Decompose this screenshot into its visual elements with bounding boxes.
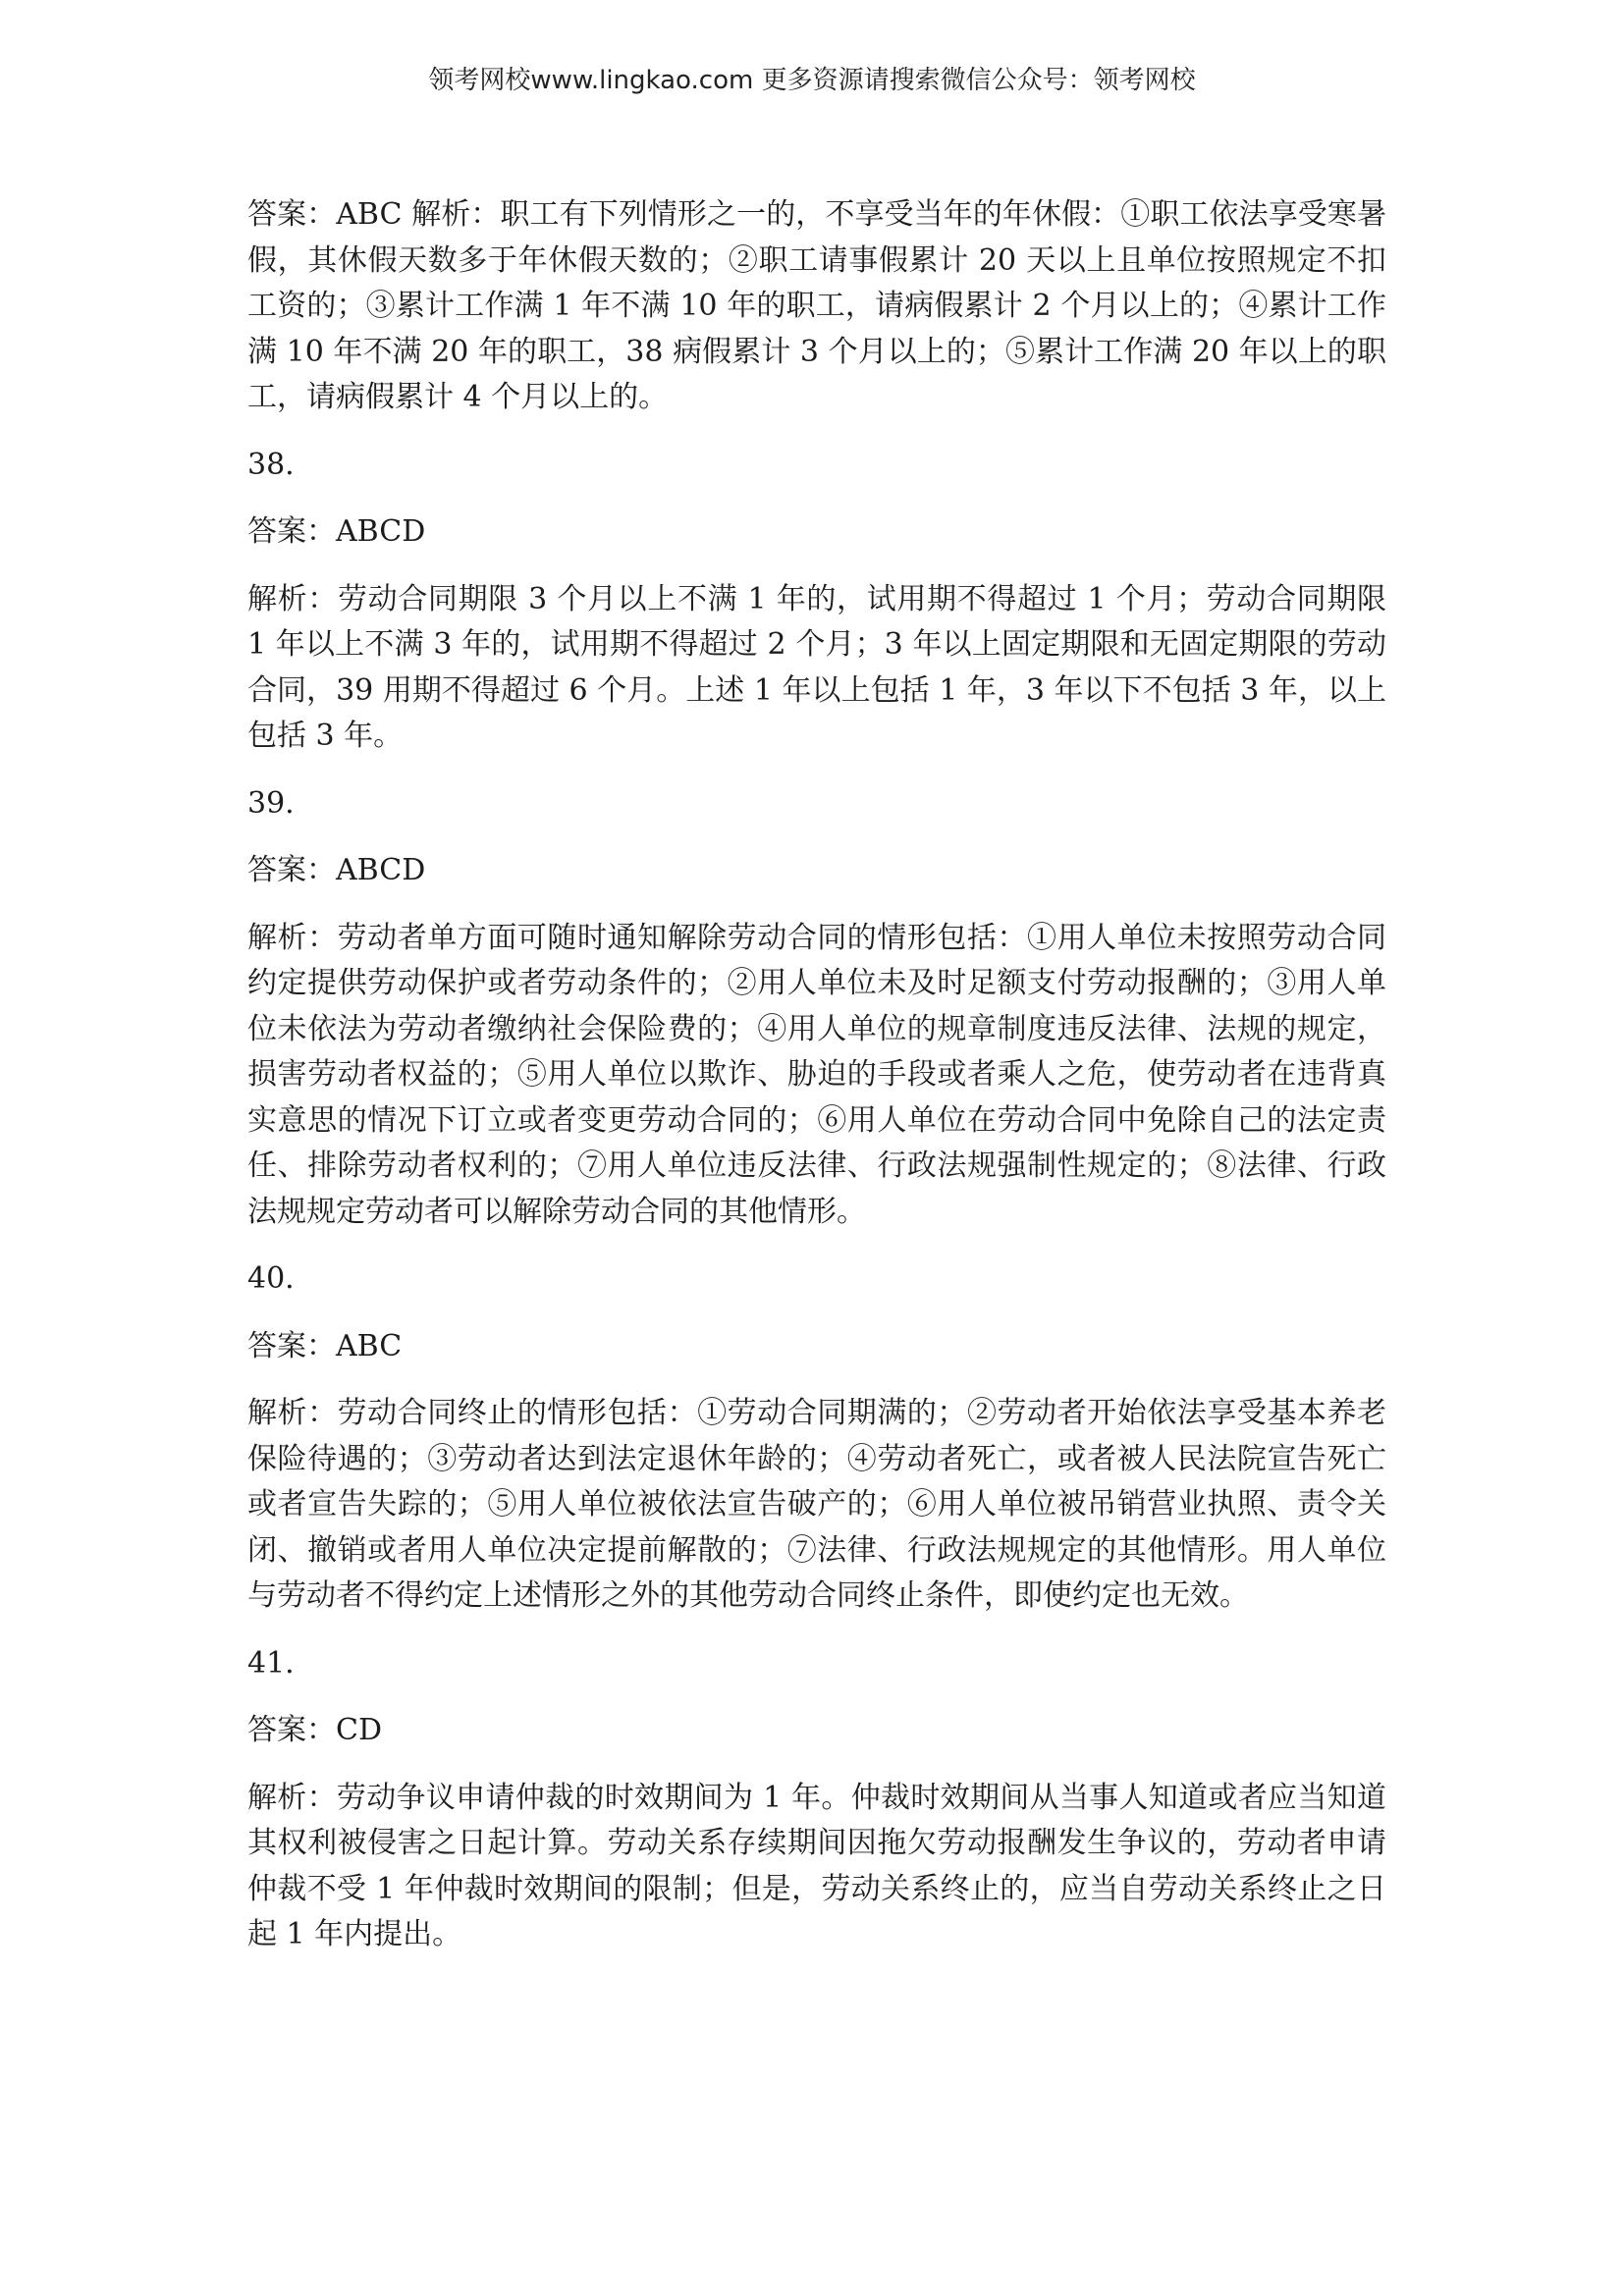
question-number: 41. xyxy=(247,1645,295,1681)
answer-line: 答案：ABCD xyxy=(247,853,426,887)
answer-line: 答案：ABCD xyxy=(247,514,426,549)
answer-line: 答案：CD xyxy=(247,1713,383,1747)
explanation-paragraph: 解析：劳动者单方面可随时通知解除劳动合同的情形包括：①用人单位未按照劳动合同约定提供劳动保护或者劳动条件的；②用人单位未及时足额支付劳动报酬的；③用人单位未依法为劳动者缴纳社会保险费的；④用人单位的规章制度违反法律、法规的规定，损害劳动者权益的；⑤用人单位以欺诈、胁迫的手段或者乘人之危，使劳动者在违背真实意思的情况下订立或者变更劳动合同的；⑥用人单位在劳动合同中免除自己的法定责任、排除劳动者权利的；⑦用人单位违反法律、行政法规强制性规定的；⑧法律、行政法规规定劳动者可以解除劳动合同的其他情形。 xyxy=(247,920,1386,1229)
explanation-paragraph: 解析：劳动合同终止的情形包括：①劳动合同期满的；②劳动者开始依法享受基本养老保险待遇的；③劳动者达到法定退休年龄的；④劳动者死亡，或者被人民法院宣告死亡或者宣告失踪的；⑤用人单位被依法宣告破产的；⑥用人单位被吊销营业执照、责令关闭、撤销或者用人单位决定提前解散的；⑦法律、行政法规规定的其他情形。用人单位与劳动者不得约定上述情形之外的其他劳动合同终止条件，即使约定也无效。 xyxy=(247,1396,1386,1613)
question-number: 38. xyxy=(247,447,295,482)
page-header-watermark: 领考网校www.lingkao.com 更多资源请搜索微信公众号：领考网校 xyxy=(428,66,1196,95)
question-number: 40. xyxy=(247,1261,295,1296)
explanation-paragraph: 解析：劳动合同期限 3 个月以上不满 1 年的，试用期不得超过 1 个月；劳动合同期限 1 年以上不满 3 年的，试用期不得超过 2 个月；3 年以上固定期限和无固定期限的劳动合同，39 用期不得超过 6 个月。上述 1 年以上包括 1 年，3 年以下不包括 3 年，以上包括 3 年。 xyxy=(247,581,1386,753)
document-body xyxy=(247,192,1386,1980)
question-number: 39. xyxy=(247,785,295,821)
answer-line: 答案：ABC xyxy=(247,1328,403,1363)
explanation-paragraph: 解析：劳动争议申请仲裁的时效期间为 1 年。仲裁时效期间从当事人知道或者应当知道其权利被侵害之日起计算。劳动关系存续期间因拖欠劳动报酬发生争议的，劳动者申请仲裁不受 1 年仲裁时效期间的限制；但是，劳动关系终止的，应当自劳动关系终止之日起 1 年内提出。 xyxy=(247,1780,1386,1951)
explanation-paragraph: 答案：ABC 解析：职工有下列情形之一的，不享受当年的年休假：①职工依法享受寒暑假，其休假天数多于年休假天数的；②职工请事假累计 20 天以上且单位按照规定不扣工资的；③累计工作满 1 年不满 10 年的职工，请病假累计 2 个月以上的；④累计工作满 10 年不满 20 年的职工，38 病假累计 3 个月以上的；⑤累计工作满 20 年以上的职工，请病假累计 4 个月以上的。 xyxy=(247,197,1386,414)
